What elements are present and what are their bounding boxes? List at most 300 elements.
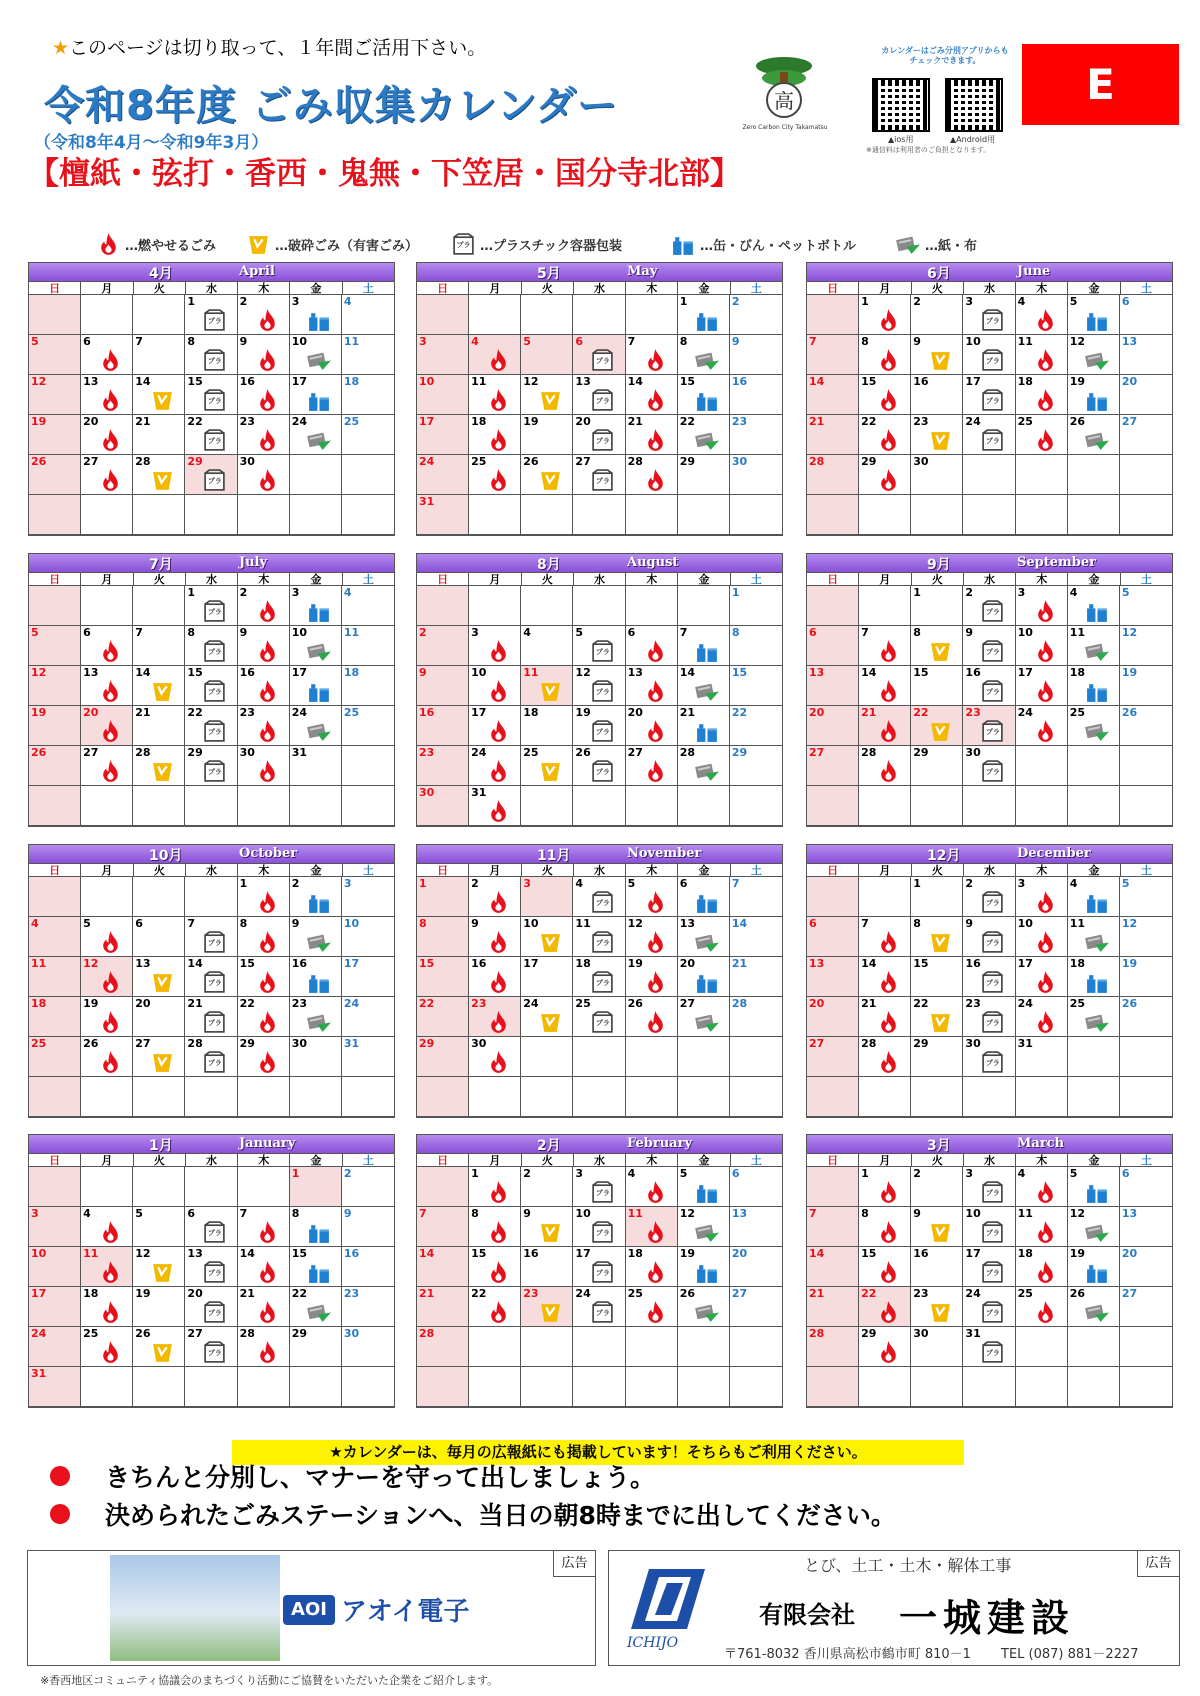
day-number: 9 [965,626,974,639]
day-cell [626,706,678,746]
burnable-waste-icon [1033,1220,1058,1245]
day-number: 2 [239,295,248,308]
burnable-waste-icon [876,1300,901,1325]
day-number: 28 [135,455,151,468]
day-number: 18 [575,957,591,970]
weekday-label: 月 [469,864,521,876]
day-cell [238,295,290,335]
weekday-label: 火 [522,282,574,294]
plastic-packaging-icon: プラ [202,388,227,413]
day-number: 5 [679,1167,688,1180]
day-cell [290,706,342,746]
day-number: 6 [809,626,817,639]
legend-item: …缶・びん・ペットボトル [671,232,856,257]
day-number: 6 [1121,295,1130,308]
burnable-waste-icon [255,599,280,624]
day-number: 17 [419,415,435,428]
day-cell [238,495,290,535]
day-number: 17 [523,957,539,970]
day-number: 21 [861,997,877,1010]
day-number: 19 [679,1247,696,1260]
weekday-label: 水 [186,1154,238,1166]
plastic-packaging-icon: プラ [980,308,1005,333]
burnable-waste-icon [486,388,511,413]
day-cell [807,877,859,917]
plastic-packaging-icon: プラ [980,1300,1005,1325]
day-cell [678,1207,730,1247]
day-cell [1120,917,1172,957]
day-cell [417,957,469,997]
day-number: 20 [731,1247,748,1260]
month-label-en: March [1017,1136,1065,1151]
plastic-packaging-icon: プラ [202,639,227,664]
weekday-label: 水 [574,1154,626,1166]
day-number: 24 [31,1327,47,1340]
burnable-waste-icon [876,1180,901,1205]
weekday-label: 土 [362,282,374,295]
day-cell [290,1367,342,1407]
day-cell [859,1287,911,1327]
day-number: 23 [343,1287,360,1300]
weekday-label: 日 [29,282,81,294]
burnable-waste-icon [255,388,280,413]
day-cell [963,1247,1015,1287]
day-number: 7 [809,335,817,348]
can-bottle-icon [1085,308,1110,333]
weekday-label: 日 [417,1154,469,1166]
day-cell [521,335,573,375]
day-number: 19 [83,997,99,1010]
paper-cloth-icon [695,428,720,453]
day-grid [807,586,1172,826]
android-qr-code[interactable] [945,78,1003,132]
day-number: 27 [135,1037,151,1050]
weekday-header [29,1153,394,1167]
day-cell [678,1077,730,1117]
day-cell [573,1167,625,1207]
day-cell [678,997,730,1037]
day-cell [81,586,133,626]
day-cell [1016,997,1068,1037]
day-cell [626,626,678,666]
day-number: 29 [419,1037,435,1050]
day-number: 10 [419,375,435,388]
day-number: 15 [419,957,435,970]
day-number: 28 [809,455,825,468]
day-number: 25 [1017,1287,1033,1300]
month-september [806,553,1173,827]
day-number: 23 [239,415,255,428]
weekday-label: 日 [807,573,859,585]
plastic-packaging-icon: プラ [980,679,1005,704]
day-cell [185,786,237,826]
day-cell [238,746,290,786]
day-cell [81,1207,133,1247]
weekday-header [417,281,782,295]
paper-cloth-icon [1085,1220,1110,1245]
day-cell [1016,415,1068,455]
day-cell [417,706,469,746]
day-number: 29 [861,1327,877,1340]
weekday-label: 月 [81,573,133,585]
weekday-label: 金 [1068,573,1120,585]
day-cell [1016,1327,1068,1367]
weekday-label: 金 [290,573,342,585]
day-number: 15 [187,375,203,388]
day-number: 25 [523,746,539,759]
day-number: 7 [861,626,869,639]
day-cell [185,586,237,626]
day-cell [1068,1077,1120,1117]
day-cell [1016,1207,1068,1247]
day-cell [133,997,185,1037]
day-cell [807,706,859,746]
weekday-label: 金 [290,1154,342,1166]
day-number: 8 [861,335,869,348]
day-number: 29 [913,1037,929,1050]
day-number: 26 [679,1287,696,1300]
day-number: 12 [575,666,591,679]
crushable-waste-icon [150,1050,175,1075]
day-number: 26 [1121,706,1138,719]
day-number: 2 [471,877,479,890]
plastic-packaging-icon: プラ [202,1340,227,1365]
day-number: 31 [471,786,487,799]
day-cell [342,877,394,917]
day-cell [29,746,81,786]
burnable-waste-icon [876,930,901,955]
day-number: 29 [861,455,877,468]
day-number: 15 [291,1247,308,1260]
legend [96,232,1096,262]
day-cell [81,1077,133,1117]
burnable-waste-icon [643,1220,668,1245]
day-cell [1068,295,1120,335]
paper-cloth-icon [1085,930,1110,955]
day-cell [859,1367,911,1407]
day-cell [678,1287,730,1327]
day-cell [730,415,782,455]
day-cell [1120,1207,1172,1247]
day-cell [521,415,573,455]
plastic-packaging-icon: プラ [590,930,615,955]
day-cell [678,495,730,535]
day-number: 23 [471,997,487,1010]
weekday-label: 土 [1140,1154,1152,1167]
day-number: 9 [291,917,300,930]
day-cell [807,1247,859,1287]
day-number: 13 [1121,335,1138,348]
day-number: 2 [239,586,248,599]
day-cell [469,455,521,495]
plastic-packaging-icon: プラ [202,599,227,624]
burnable-waste-icon [255,1050,280,1075]
paper-cloth-icon [896,232,921,257]
burnable-waste-icon [486,890,511,915]
day-cell [185,877,237,917]
burnable-waste-icon [255,970,280,995]
day-number: 3 [523,877,531,890]
advertisement-ichijo[interactable] [608,1550,1180,1666]
day-cell [678,1247,730,1287]
day-cell [290,746,342,786]
burnable-waste-icon [98,970,123,995]
ad-tag: 広告 [1137,1551,1179,1577]
day-cell [185,1327,237,1367]
weekday-label: 土 [362,1154,374,1167]
day-cell [29,997,81,1037]
day-number: 27 [1121,415,1138,428]
day-cell [807,786,859,826]
day-number: 9 [913,335,921,348]
burnable-waste-icon [98,1010,123,1035]
day-cell [963,626,1015,666]
month-march [806,1134,1173,1408]
day-cell [417,586,469,626]
day-number: 29 [187,455,203,468]
month-february [416,1134,783,1408]
day-cell [1120,495,1172,535]
day-number: 4 [627,1167,636,1180]
advertisement-aoi[interactable] [27,1550,596,1666]
day-number: 19 [1121,957,1138,970]
day-cell [238,626,290,666]
month-label-en: August [627,555,679,570]
day-number: 26 [1121,997,1138,1010]
crushable-waste-icon [150,388,175,413]
day-number: 11 [343,626,360,639]
day-cell [290,626,342,666]
plastic-packaging-icon: プラ [980,970,1005,995]
day-cell [1068,586,1120,626]
weekday-label: 木 [1016,573,1068,585]
day-cell [81,335,133,375]
day-number: 23 [291,997,308,1010]
day-number: 24 [575,1287,591,1300]
day-cell [342,495,394,535]
burnable-waste-icon [98,679,123,704]
day-number: 16 [471,957,487,970]
day-cell [342,1287,394,1327]
plastic-packaging-icon: プラ [980,599,1005,624]
day-number: 7 [187,917,196,930]
day-cell [859,455,911,495]
burnable-waste-icon [98,1300,123,1325]
can-bottle-icon [307,1220,332,1245]
day-cell [342,1077,394,1117]
weekday-label: 火 [134,1154,186,1166]
day-cell [678,375,730,415]
day-number: 14 [239,1247,255,1260]
crushable-waste-icon [538,1010,563,1035]
day-number: 11 [343,335,360,348]
paper-cloth-icon [1085,428,1110,453]
day-cell [1016,495,1068,535]
month-header [29,263,394,281]
day-cell [911,746,963,786]
weekday-label: 金 [678,1154,730,1166]
day-number: 26 [83,1037,99,1050]
day-cell [1016,1287,1068,1327]
plastic-packaging-icon: プラ [590,468,615,493]
day-cell [859,1077,911,1117]
day-cell [29,1037,81,1077]
day-number: 27 [809,746,825,759]
plastic-packaging-icon: プラ [451,232,476,257]
day-cell [859,666,911,706]
notice-banner: ★カレンダーは、毎月の広報紙にも掲載しています！そちらもご利用ください。 [232,1440,964,1465]
day-cell [133,295,185,335]
crushable-waste-icon [928,1010,953,1035]
weekday-label: 火 [912,1154,964,1166]
day-number: 26 [1069,1287,1086,1300]
weekday-label: 木 [626,1154,678,1166]
day-number: 14 [187,957,203,970]
crushable-waste-icon [150,1260,175,1285]
day-cell [1068,997,1120,1037]
day-number: 13 [1121,1207,1138,1220]
day-cell [573,586,625,626]
day-cell [730,495,782,535]
day-cell [469,1037,521,1077]
day-cell [185,375,237,415]
weekday-label: 日 [807,282,859,294]
can-bottle-icon [695,1260,720,1285]
weekday-label: 土 [1140,864,1152,877]
day-number: 6 [1121,1167,1130,1180]
day-cell [730,957,782,997]
plastic-packaging-icon: プラ [590,679,615,704]
day-cell [807,335,859,375]
day-number: 18 [627,1247,643,1260]
month-header [807,263,1172,281]
day-cell [133,455,185,495]
day-number: 6 [731,1167,740,1180]
burnable-waste-icon [1033,1180,1058,1205]
day-cell [417,746,469,786]
day-number: 10 [291,335,308,348]
day-cell [807,1367,859,1407]
day-cell [626,1037,678,1077]
burnable-waste-icon [255,468,280,493]
day-number: 20 [135,997,151,1010]
day-number: 16 [291,957,308,970]
day-cell [185,335,237,375]
day-cell [807,997,859,1037]
weekday-header [417,1153,782,1167]
day-number: 25 [343,706,360,719]
day-number: 20 [679,957,696,970]
day-cell [1120,997,1172,1037]
burnable-waste-icon [1033,719,1058,744]
day-cell [730,1327,782,1367]
day-number: 15 [913,666,929,679]
day-number: 26 [1069,415,1086,428]
day-cell [626,746,678,786]
day-cell [911,495,963,535]
month-label-en: April [239,264,275,279]
month-label-jp: 6月 [927,266,951,282]
day-number: 11 [1069,626,1086,639]
can-bottle-icon [1085,1180,1110,1205]
ichijo-romaji: ICHIJO [627,1635,679,1651]
day-cell [963,1037,1015,1077]
legend-item: …紙・布 [896,232,977,257]
day-number: 23 [523,1287,539,1300]
burnable-waste-icon [643,890,668,915]
day-number: 25 [343,415,360,428]
day-number: 24 [523,997,539,1010]
day-cell [573,997,625,1037]
weekday-label: 木 [1016,864,1068,876]
day-cell [342,1207,394,1247]
weekday-label: 月 [859,573,911,585]
day-number: 1 [187,295,196,308]
bullet-dot-icon [50,1466,70,1486]
day-cell [807,586,859,626]
burnable-waste-icon [1033,639,1058,664]
day-cell [1120,786,1172,826]
day-number: 5 [523,335,531,348]
month-november [416,844,783,1118]
day-cell [807,415,859,455]
burnable-waste-icon [486,348,511,373]
ios-qr-code[interactable] [872,78,930,132]
day-number: 8 [187,335,196,348]
day-number: 17 [291,666,308,679]
day-cell [730,295,782,335]
day-number: 22 [239,997,255,1010]
day-number: 14 [419,1247,435,1260]
weekday-label: 日 [29,1154,81,1166]
can-bottle-icon [1085,679,1110,704]
day-number: 15 [861,375,877,388]
day-cell [573,495,625,535]
day-cell [521,1077,573,1117]
day-cell [730,1077,782,1117]
day-number: 23 [239,706,255,719]
day-number: 10 [965,1207,981,1220]
day-cell [29,666,81,706]
plastic-packaging-icon: プラ [202,1050,227,1075]
day-cell [626,1327,678,1367]
day-number: 23 [965,706,981,719]
day-cell [730,1207,782,1247]
day-cell [29,626,81,666]
burnable-waste-icon [255,1220,280,1245]
day-cell [185,626,237,666]
day-number: 1 [187,586,196,599]
day-number: 20 [575,415,591,428]
day-cell [469,877,521,917]
day-number: 25 [627,1287,643,1300]
day-number: 16 [419,706,435,719]
month-label-jp: 3月 [927,1138,951,1154]
burnable-waste-icon [1033,348,1058,373]
day-cell [963,295,1015,335]
day-cell [133,706,185,746]
day-cell [807,1207,859,1247]
can-bottle-icon [307,970,332,995]
day-number: 6 [627,626,636,639]
day-cell [342,666,394,706]
day-cell [911,957,963,997]
day-cell [417,375,469,415]
day-number: 9 [471,917,479,930]
day-cell [730,706,782,746]
day-number: 13 [83,375,99,388]
day-cell [469,375,521,415]
